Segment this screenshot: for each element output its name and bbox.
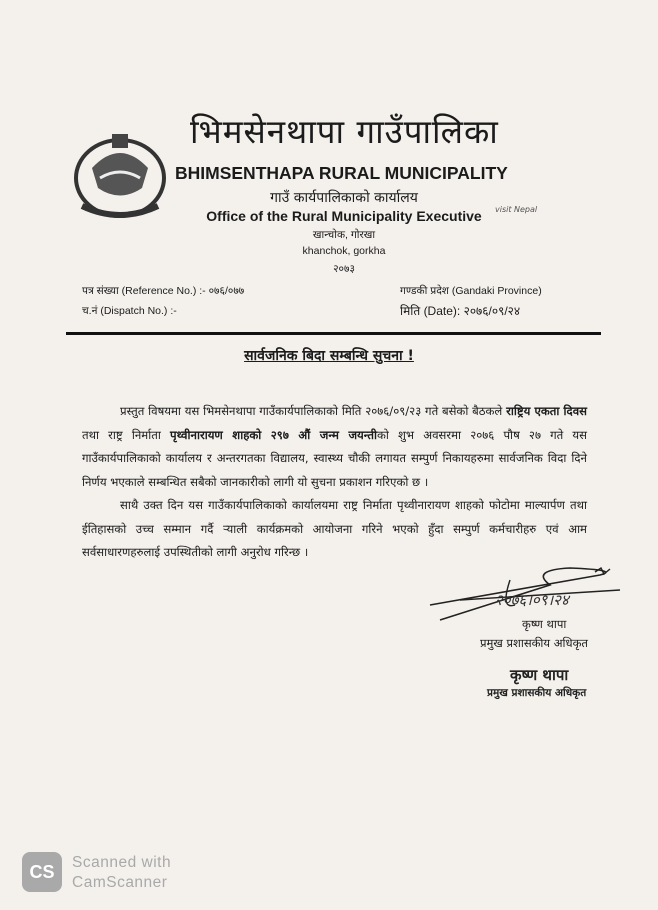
notice-heading: सार्वजनिक बिदा सम्बन्धि सुचना ! [244, 348, 414, 364]
reference-number: पत्र संख्या (Reference No.) :- ०७६/०७७ [82, 285, 245, 297]
text: को शुभ अवसरमा २०७६ पौष २७ गते यस गाउँकार्यपालिकाको कार्यालय र अन्तरगतका विद्यालय, स्वास्थ्य चौकी लगायत सम्पुर्ण निकायहरुमा सार्वजनिक विदा दिने निर्णय भएकाले सम्बन्धित सबैको जानकारीको लागी यो सुचना प्रकाशन गरिएको छ । [82, 427, 587, 489]
camscanner-logo: CS [22, 852, 62, 892]
address-english: khanchok, gorkha [302, 245, 386, 257]
municipality-title-english: BHIMSENTHAPA RURAL MUNICIPALITY [175, 163, 508, 183]
text: प्रस्तुत विषयमा यस भिमसेनथापा गाउँकार्यपालिकाको मिति २०७६/०९/२३ गते बसेको बैठकले [120, 404, 507, 418]
paragraph-1 [82, 400, 587, 494]
date: मिति (Date): २०७६/०९/२४ [400, 304, 521, 318]
camscanner-watermark [72, 853, 171, 893]
province: गण्डकी प्रदेश (Gandaki Province) [400, 285, 542, 297]
stamp-title: प्रमुख प्रशासकीय अधिकृत [487, 687, 587, 699]
watermark-line-2: CamScanner [72, 874, 168, 891]
header-divider [66, 332, 601, 335]
text: तथा राष्ट्र निर्माता [82, 427, 170, 442]
notice-body [82, 400, 587, 565]
signatory-title: प्रमुख प्रशासकीय अधिकृत [480, 636, 588, 650]
visit-nepal-logo: visit Nepal [495, 205, 538, 214]
address-nepali: खान्चोक, गोरखा [312, 229, 376, 241]
bold-text: पृथ्वीनारायण शाहको २९७ औं जन्म जयन्ती [170, 427, 377, 442]
office-title-nepali: गाउँ कार्यपालिकाको कार्यालय [270, 190, 418, 206]
stamp-name: कृष्ण थापा [510, 666, 569, 684]
established-year: २०७३ [333, 263, 355, 275]
dispatch-number: च.नं (Dispatch No.) :- [82, 305, 177, 317]
municipality-title-nepali: भिमसेनथापा गाउँपालिका [190, 112, 499, 151]
watermark-line-1: Scanned with [72, 854, 172, 871]
paragraph-2: साथै उक्त दिन यस गाउँकार्यपालिकाको कार्यालयमा राष्ट्र निर्माता पृथ्वीनारायण शाहको फोटोमा माल्यार्पण तथा ईतिहासको उच्च सम्मान गर्दै र्‍याली कार्यक्रमको आयोजना गरिने भएको हुँदा सम्पुर्ण कर्मचारीहरु एवं आम सर्वसाधारणहरुलाई उपस्थितीको लागी अनुरोध गरिन्छ । [82, 498, 587, 559]
bold-text: राष्ट्रिय एकता दिवस [506, 404, 587, 418]
handwritten-date: २०७६।०९।२४ [495, 591, 569, 609]
signatory-name: कृष्ण थापा [522, 617, 567, 631]
office-title-english: Office of the Rural Municipality Executive [206, 208, 482, 224]
